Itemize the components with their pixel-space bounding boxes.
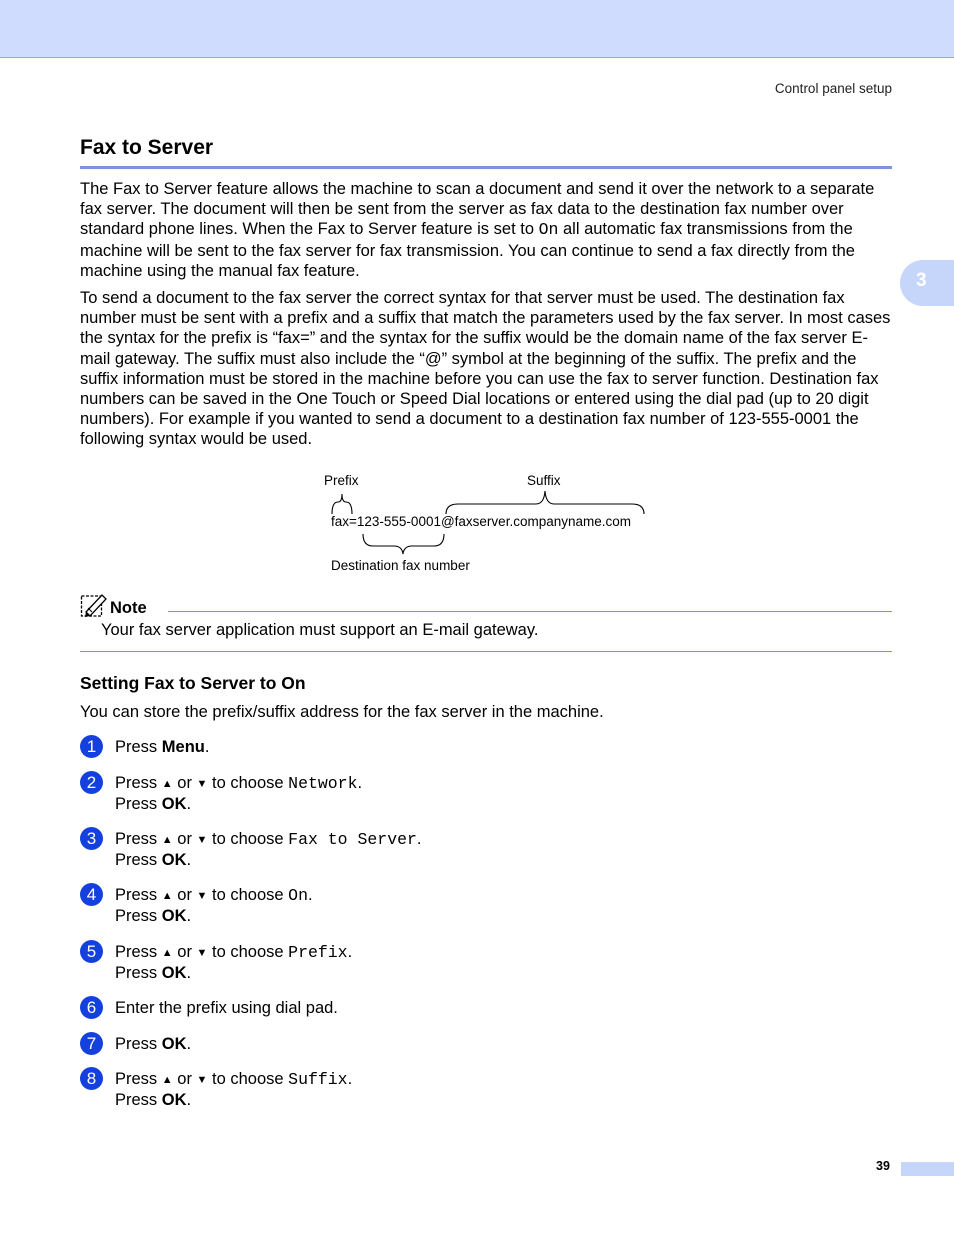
- period: .: [357, 774, 363, 792]
- step-number-badge: 7: [80, 1032, 103, 1055]
- down-arrow-icon: ▼: [196, 778, 208, 790]
- note-label: Note: [110, 599, 147, 617]
- menu-key: Menu: [161, 738, 205, 756]
- up-arrow-icon: ▲: [161, 778, 173, 790]
- destination-brace: [363, 534, 444, 554]
- to-choose-text: to choose: [212, 830, 284, 848]
- step-instruction: [115, 885, 313, 906]
- address-example: fax=123-555-0001@faxserver.companyname.com: [331, 514, 631, 529]
- period: .: [186, 964, 192, 982]
- title-rule: [80, 166, 892, 169]
- to-choose-text: to choose: [212, 943, 284, 961]
- intro-code-on: On: [538, 220, 559, 240]
- header-band: [0, 0, 954, 58]
- press-word: Press: [115, 795, 158, 813]
- intro-text-part2: all automatic fax transmissions from the machine will be sent to the fax server for fax transmission. You can continue to send a fax directly from the machine using the manual fax feature.: [80, 220, 855, 280]
- menu-option: Fax to Server: [288, 830, 417, 849]
- period: .: [307, 886, 313, 904]
- up-arrow-icon: ▲: [161, 834, 173, 846]
- period: .: [204, 738, 210, 756]
- menu-option: Network: [288, 774, 358, 793]
- note-text: Your fax server application must support an E-mail gateway.: [101, 621, 539, 639]
- down-arrow-icon: ▼: [196, 1074, 208, 1086]
- page-tab: [901, 1162, 954, 1176]
- ok-key: OK: [161, 907, 187, 925]
- step-instruction: [115, 1034, 191, 1054]
- step-instruction: [115, 942, 352, 963]
- intro-paragraph: [80, 179, 894, 281]
- ok-key: OK: [161, 851, 187, 869]
- destination-label: Destination fax number: [331, 558, 470, 573]
- up-arrow-icon: ▲: [161, 947, 173, 959]
- press-word: Press: [115, 738, 158, 756]
- intro-text-part1: The Fax to Server feature allows the machine to scan a document and send it over the network to a separate fax server. The document will then be sent from the server as fax data to the destination fax number over standard phone lines. When the Fax to Server feature is set to: [80, 180, 875, 239]
- note-rule-bottom: [80, 651, 892, 652]
- or-word: or: [177, 886, 192, 904]
- down-arrow-icon: ▼: [196, 947, 208, 959]
- step-confirm: [115, 963, 191, 983]
- period: .: [186, 1035, 192, 1053]
- ok-key: OK: [161, 964, 187, 982]
- step-instruction: [115, 829, 422, 850]
- step-number-badge: 6: [80, 996, 103, 1019]
- period: .: [347, 943, 353, 961]
- press-word: Press: [115, 1035, 158, 1053]
- period: .: [186, 1091, 192, 1109]
- up-arrow-icon: ▲: [161, 890, 173, 902]
- prefix-label: Prefix: [324, 473, 359, 488]
- step-instruction: [115, 1069, 352, 1090]
- or-word: or: [177, 943, 192, 961]
- section-title: Fax to Server: [80, 136, 214, 159]
- menu-option: Prefix: [288, 943, 348, 962]
- menu-option: On: [288, 886, 308, 905]
- period: .: [186, 907, 192, 925]
- step-instruction: Enter the prefix using dial pad.: [115, 999, 338, 1017]
- step-number-badge: 5: [80, 940, 103, 963]
- suffix-label: Suffix: [527, 473, 561, 488]
- running-header: Control panel setup: [774, 81, 892, 96]
- step-confirm: [115, 794, 191, 814]
- note-rule-top: [168, 611, 892, 612]
- step-number-badge: 1: [80, 735, 103, 758]
- syntax-paragraph: To send a document to the fax server the correct syntax for that server must be used. The destination fax number must be sent with a prefix and a suffix that match the parameters used by the fax server. In most cases the syntax for the prefix is “fax=” and the syntax for the suffix would be the domain name of the fax server E-mail gateway. The suffix must also include the “@” symbol at the beginning of the suffix. The prefix and the suffix information must be stored in the machine before you can use the fax to server function. Destination fax numbers can be saved in the One Touch or Speed Dial locations or entered using the dial pad (up to 20 digit numbers). For example if you wanted to send a document to a destination fax number of 123-555-0001 the following syntax would be used.: [80, 289, 891, 449]
- or-word: or: [177, 774, 192, 792]
- prefix-brace: [332, 494, 352, 514]
- step-instruction: [115, 773, 362, 794]
- or-word: or: [177, 1070, 192, 1088]
- step-number-badge: 3: [80, 827, 103, 850]
- ok-key: OK: [161, 1091, 187, 1109]
- chapter-number: 3: [916, 270, 927, 291]
- page-number: 39: [876, 1159, 890, 1173]
- up-arrow-icon: ▲: [161, 1074, 173, 1086]
- press-word: Press: [115, 851, 158, 869]
- press-word: Press: [115, 830, 158, 848]
- step-number-badge: 2: [80, 771, 103, 794]
- to-choose-text: to choose: [212, 1070, 284, 1088]
- or-word: or: [177, 830, 192, 848]
- period: .: [186, 795, 192, 813]
- period: .: [416, 830, 422, 848]
- down-arrow-icon: ▼: [196, 834, 208, 846]
- step-instruction: [115, 737, 209, 757]
- to-choose-text: to choose: [212, 886, 284, 904]
- subsection-intro: You can store the prefix/suffix address for the fax server in the machine.: [80, 703, 604, 721]
- period: .: [347, 1070, 353, 1088]
- suffix-brace: [446, 491, 644, 514]
- to-choose-text: to choose: [212, 774, 284, 792]
- step-confirm: [115, 850, 191, 870]
- menu-option: Suffix: [288, 1070, 348, 1089]
- step-number-badge: 4: [80, 883, 103, 906]
- press-word: Press: [115, 886, 158, 904]
- press-word: Press: [115, 1091, 158, 1109]
- press-word: Press: [115, 943, 158, 961]
- ok-key: OK: [161, 1035, 187, 1053]
- press-word: Press: [115, 964, 158, 982]
- note-pencil-icon: [80, 592, 108, 618]
- ok-key: OK: [161, 795, 187, 813]
- step-confirm: [115, 1090, 191, 1110]
- period: .: [186, 851, 192, 869]
- press-word: Press: [115, 774, 158, 792]
- syntax-diagram: [310, 466, 670, 581]
- press-word: Press: [115, 907, 158, 925]
- step-confirm: [115, 906, 191, 926]
- down-arrow-icon: ▼: [196, 890, 208, 902]
- step-number-badge: 8: [80, 1067, 103, 1090]
- chapter-tab: [900, 260, 954, 306]
- press-word: Press: [115, 1070, 158, 1088]
- subsection-title: Setting Fax to Server to On: [80, 673, 306, 693]
